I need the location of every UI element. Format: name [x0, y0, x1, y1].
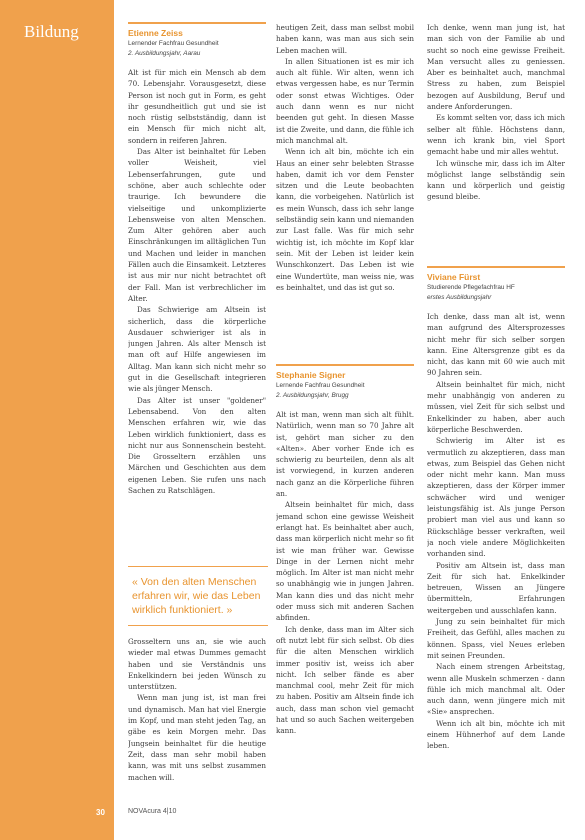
paragraph: Altsein beinhaltet für mich, nicht mehr unabhängig von anderen zu müssen, viel Zeit für sich selbst und Enkelkinder zu haben, aber auch körperliche Beschwerden. [427, 379, 565, 434]
column-3-bottom [427, 266, 565, 806]
paragraph: Alt ist für mich ein Mensch ab dem 70. Lebensjahr. Vorausgesetzt, diese Person ist noch gut in Form, es geht ihr gesundheitlich gut und sie ist noch rüstig selbstständig, dann ist ein Mensch für mich nicht alt, sondern in reiferen Jahren. [128, 68, 266, 145]
paragraph: Alt ist man, wenn man sich alt fühlt. Natürlich, wenn man so 70 Jahre alt ist, gehört man sicher zu den «Alten». Aber vorher Ende ich es schwierig zu beurteilen, denn als alt ist vorwiegend, in kurzen anderen nach ganz an die Körperliche führen an. [276, 410, 414, 499]
column-1-bottom [128, 636, 266, 804]
section-label: Bildung [24, 22, 79, 41]
paragraph: Jung zu sein beinhaltet für mich Freiheit, das Gefühl, alles machen zu können. Spass, viel Neues erleben mit seinen Freunden. [427, 617, 565, 660]
author-course: erstes Ausbildungsjahr [427, 294, 492, 301]
author-header [128, 22, 266, 59]
paragraph: Das Alter ist beinhaltet für Leben voller Weisheit, viel Lebenserfahrungen, gute und schöne, aber auch schlechte oder traurige. Ich bewundere die vielseitige und unkomplizierte Lebensweise von alten Menschen. Zum Alter gehören aber auch Einschränkungen im alltäglichen Tun und Machen und leider in manchen Fällen auch die Einsamkeit. Letzteres ist aus mir nur nicht betrachtet oft der Fall. Man ist verbrechlicher im Alter. [128, 147, 266, 303]
paragraph: Positiv am Altsein ist, dass man Zeit für sich hat. Enkelkinder betreuen, Wissen an Jüngere übermitteln, Erfahrungen weitergeben und ausschlafen kann. [427, 560, 565, 615]
author-name: Etienne Zeiss [128, 28, 183, 38]
paragraph: Grosseltern uns an, sie wie auch wieder mal etwas Dummes gemacht haben und sie Verständnis uns Enkelkindern bei jeden Wünsch zu unterstützen. [128, 637, 266, 692]
author-name: Stephanie Signer [276, 370, 346, 380]
pull-quote: « Von den alten Menschen erfahren wir, wie das Leben wirklich funktioniert. » [128, 566, 268, 626]
author-header [276, 364, 414, 401]
paragraph: Ich denke, dass man im Alter sich oft nutzt lebt für sich selbst. Ob dies für die alten Menschen wirklich immer positiv ist, weiss ich aber nicht. Ich selber fände es aber manchmal cool, mehr Zeit für mich zu haben. Positiv am Altsein finde ich auch, dass man schon viel gemacht hat und so auch Sachen weitergeben kann. [276, 624, 414, 736]
author-course: 2. Ausbildungsjahr, Aarau [128, 50, 201, 57]
paragraph: Es kommt selten vor, dass ich mich selber alt fühle. Höchstens dann, wenn ich krank bin, viel Sport gemacht habe und mir alles wehtut. [427, 113, 565, 157]
column-3-top [427, 22, 565, 232]
author-course: 2. Ausbildungsjahr, Brugg [276, 392, 349, 399]
author-role: Lernende Fachfrau Gesundheit [276, 382, 365, 389]
author-header [427, 266, 565, 303]
paragraph: Das Alter ist unser "goldener" Lebensabend. Von den alten Menschen erfahren wir, wie das Leben wirklich funktioniert, dass es nicht nur aus Sonnenschein besteht. Die Grosseltern erzählen uns Märchen und Geschichten aus dem eigenen Leben. Sie rufen uns nach Sachen zu Ratschlägen. [128, 395, 266, 495]
author-name: Viviane Fürst [427, 272, 481, 282]
paragraph: In allen Situationen ist es mir ich auch alt fühle. Wir alten, wenn ich etwas vergessen habe, es nur Termin oder sonst etwas Wichtiges. Oder auch dann wenn es nur nicht beenden gut geht. In diesen Masse ist die Zweite, und dann, die fühle ich mich manchmal alt. [276, 56, 414, 145]
author-role: Lernender Fachfrau Gesundheit [128, 40, 219, 47]
author-role: Studierende Pflegefachfrau HF [427, 284, 515, 291]
page-number: 30 [96, 808, 105, 817]
column-1 [128, 22, 266, 552]
paragraph: heutigen Zeit, dass man selbst mobil haben kann, was man aus sich sein Leben machen will. [276, 23, 414, 55]
section-sidebar [0, 0, 114, 840]
column-2-top [276, 22, 414, 344]
paragraph: Das Schwierige am Altsein ist sicherlich, dass die körperliche Ausdauer schwieriger ist als in jungen Jahren. Als alter Mensch ist man oft auf Hilfe angewiesen im Alltag. Man kann sich nicht mehr so gut in die Gesellschaft integrieren wie als jünger Mensch. [128, 305, 266, 394]
paragraph: Wenn ich alt bin, möchte ich ein Haus an einer sehr belebten Strasse haben, damit ich vor dem Fenster sitzen und die Leute beobachten kann, die vorbeigehen. Natürlich ist es mein Wunsch, dass ich sehr lange selbständig sein kann und niemanden zur Last falle. Was für mich sehr wichtig ist, ich möchte im Kopf klar sein. Mit der Leben ist leider kein Wunschkonzert. Das Leben ist wie eine Wundertüte, man weiss nie, was es beinhaltet, und das ist gut so. [276, 147, 414, 292]
paragraph: Ich denke, dass man alt ist, wenn man aufgrund des Altersprozesses nicht mehr für sich selber sorgen kann. Eine Altersgrenze gibt es da nicht, das kann mit 60 wie auch mit 90 Jahren sein. [427, 312, 565, 378]
paragraph: Nach einem strengen Arbeitstag, wenn alle Muskeln schmerzen - dann fühle ich mich manchmal alt. Oder auch dann, wenn jüngere mich mit «Sie» ansprechen. [427, 662, 565, 717]
paragraph: Ich denke, wenn man jung ist, hat man sich von der Familie ab und sucht so noch eine gewisse Freiheit. Man versucht alles zu geniessen. Aber es beinhaltet auch, manchmal Stress zu haben, zum Beispiel bezogen auf Ausbildung, Beruf und andere Anforderungen. [427, 23, 565, 112]
paragraph: Altsein beinhaltet für mich, dass jemand schon eine gewisse Weisheit erlangt hat. Es beinhaltet aber auch, dass man körperlich nicht mehr so fit ist wie man früher war. Gewisse Dinge in der Lernen nicht mehr möglich. Im Alter ist man nicht mehr so unabhängig wie in jungen Jahren. Man kann dies und das nicht mehr oder muss sich mit anderen Sachen abfinden. [276, 500, 414, 623]
paragraph: Wenn man jung ist, ist man frei und dynamisch. Man hat viel Energie im Kopf, und man steht jeden Tag, an gäbe es kein Morgen mehr. Das Jungsein beinhaltet für die heutige Zeit, dass man sehr mobil haben kann, was mit uns selbst zusammen machen will. [128, 693, 266, 782]
paragraph: Ich wünsche mir, dass ich im Alter möglichst lange selbständig sein kann und körperlich und geistig gesund bleibe. [427, 158, 565, 202]
paragraph: Schwierig im Alter ist es vermutlich zu akzeptieren, dass man etwas, zum Beispiel das Gehen nicht oder nicht mehr kann. Man muss akzeptieren, dass der Körper immer schwächer wird und weniger leistungsfähig ist. Als junge Person probiert man viel aus und kann so Rückschläge besser verkraften, weil ja noch viele andere Möglichkeiten vorhanden sind. [427, 436, 565, 559]
magazine-footer: NOVAcura 4|10 [128, 808, 177, 815]
paragraph: Wenn ich alt bin, möchte ich mit einem Hühnerhof auf dem Lande leben. [427, 718, 565, 751]
column-2-bottom [276, 364, 414, 806]
